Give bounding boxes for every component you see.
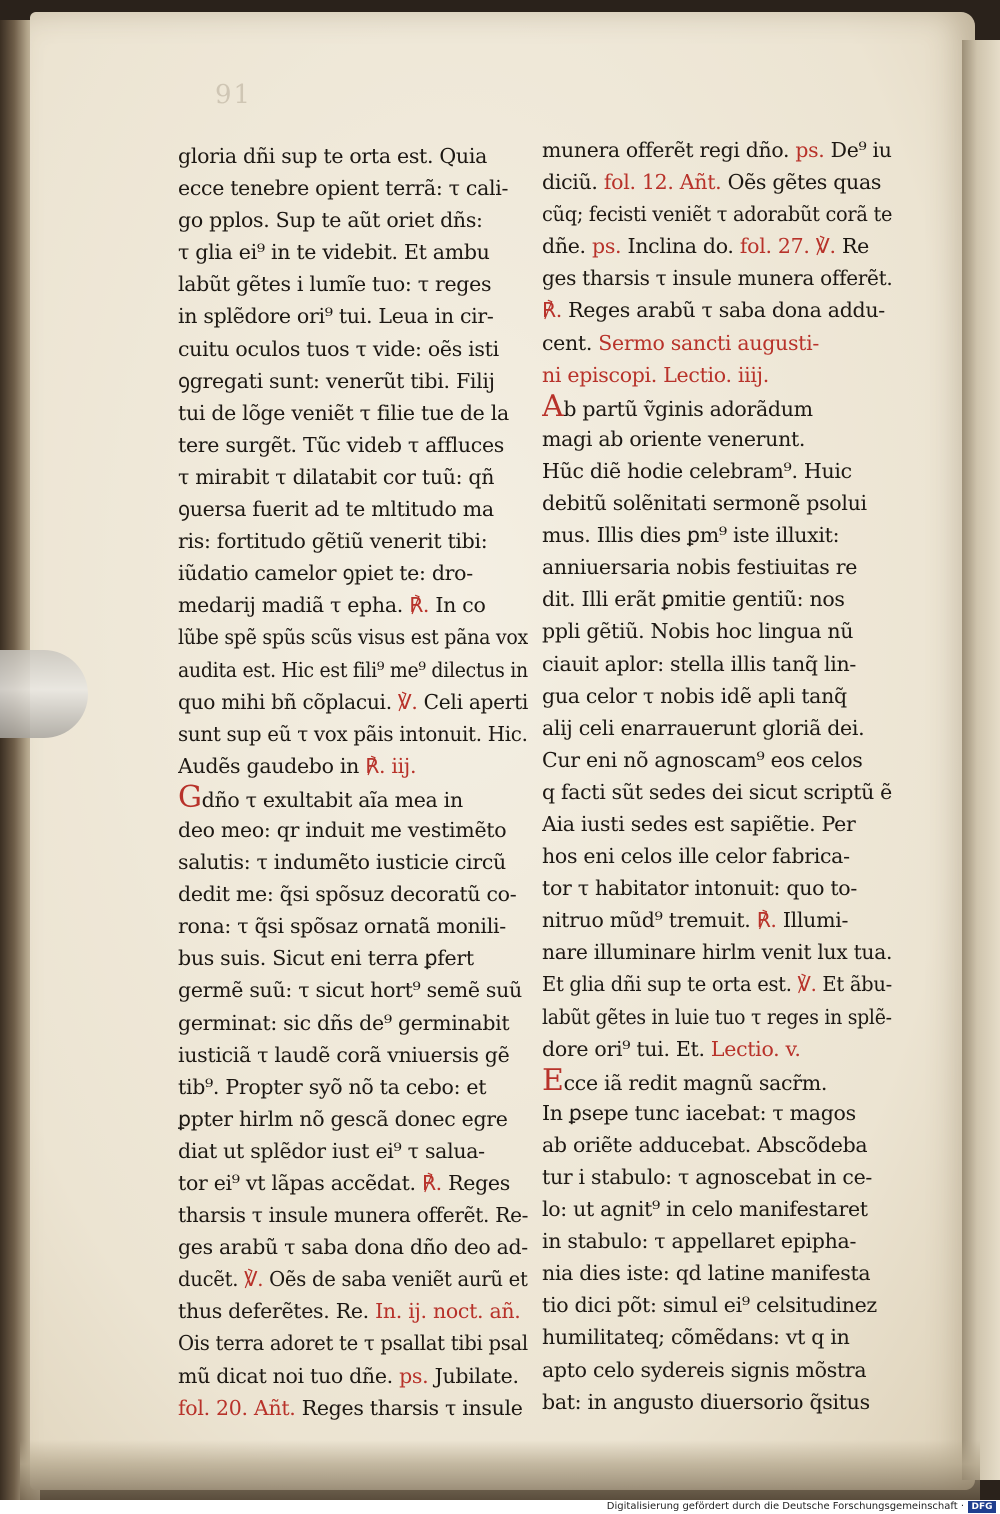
text-span: ris: fortitudo gẽtiũ venerit tibi: (178, 529, 488, 554)
text-span: magi ab oriente venerunt. (542, 426, 806, 451)
text-line (542, 776, 891, 808)
text-line (542, 294, 892, 326)
text-span: tur i stabulo: τ agnoscebat in ce- (542, 1165, 873, 1189)
funding-credit: Digitalisierung gefördert durch die Deutsche Forschungsgemeinschaft · (606, 1501, 964, 1512)
text-line (542, 1129, 892, 1161)
text-line (542, 198, 893, 230)
text-span: bus suis. Sicut eni terra ꝑfert (178, 946, 474, 971)
text-span: debitũ solẽnitati sermonẽ psolui (542, 491, 867, 516)
text-span: b partũ ṽginis adorãdum (563, 396, 813, 421)
text-line (542, 904, 892, 936)
text-line (178, 1039, 528, 1071)
text-span: Cur eni nõ agnoscam⁹ eos celos (542, 747, 863, 772)
text-line (178, 654, 528, 686)
text-line (178, 1231, 527, 1263)
text-line (542, 230, 892, 262)
text-line (542, 872, 892, 904)
text-span: lũbe spẽ spũs scũs visus est pãna vox (178, 625, 528, 650)
text-line (542, 359, 892, 391)
text-line (178, 1071, 528, 1103)
text-span: audita est. Hic est fili⁹ me⁹ dilectus in (178, 657, 528, 682)
text-span: cuitu oculos tuos τ vide: oẽs isti (178, 336, 499, 361)
text-span: Et ãbu- (816, 972, 892, 997)
text-span: apto celo sydereis signis mõstra (542, 1357, 867, 1382)
rubric-text: ℟. (756, 908, 777, 933)
text-span: τ glia ei⁹ in te videbit. Et ambu (178, 240, 490, 265)
text-span: Re (835, 234, 869, 259)
text-line (178, 686, 529, 718)
text-span: Illumi- (776, 908, 849, 933)
text-span: ꝯuersa fuerit ad te mltitudo ma (178, 497, 494, 522)
text-line (542, 680, 892, 712)
text-span: In ꝑsepe tunc iacebat: τ magos (542, 1100, 856, 1125)
text-span: Reges tharsis τ insule (295, 1395, 523, 1420)
rubric-text: ps. (399, 1363, 429, 1388)
text-line (178, 204, 528, 236)
rubric-text: ℣. (244, 1267, 264, 1292)
text-span: deo meo: qr induit me vestimẽto (178, 817, 507, 842)
text-span: Aia iusti sedes est sapiẽtie. Per (542, 811, 856, 836)
text-line (178, 493, 528, 525)
rubric-text: ℟. (409, 593, 430, 618)
text-span: ges arabũ τ saba dona dño deo ad- (178, 1235, 528, 1260)
text-span: Oẽs de saba veniẽt aurũ et (263, 1267, 528, 1292)
text-line (178, 750, 528, 782)
text-span: mũ dicat noi tuo dñe. (178, 1363, 400, 1388)
text-line (178, 1392, 528, 1424)
text-line (542, 1161, 892, 1193)
text-span: Oẽs gẽtes quas (721, 170, 882, 195)
text-span: anniuersaria nobis festiuitas re (542, 555, 858, 580)
dfg-logo: DFG (968, 1501, 996, 1513)
text-line (542, 936, 893, 968)
text-line (542, 134, 890, 166)
text-span: humilitateq; cõmẽdans: vt q in (542, 1325, 850, 1350)
text-span: dñe. (542, 234, 592, 259)
text-span: Jubilate. (428, 1363, 519, 1388)
text-line (542, 583, 892, 615)
text-span: diat ut splẽdor iust ei⁹ τ salua- (178, 1138, 485, 1163)
text-line (178, 1135, 528, 1167)
rubric-text: ℟. (421, 1171, 442, 1195)
text-span: ciauit aplor: stella illis tanq̃ lin- (542, 651, 856, 676)
text-span: Reges (441, 1171, 510, 1195)
text-span: in splẽdore ori⁹ tui. Leua in cir- (178, 304, 494, 329)
text-line (542, 712, 892, 744)
text-span: ꝯgregati sunt: venerũt tibi. Filij (178, 368, 495, 393)
text-span: tor ei⁹ vt lãpas accẽdat. (178, 1171, 422, 1195)
text-line (542, 1321, 892, 1353)
text-line (178, 589, 528, 621)
text-span: germẽ suũ: τ sicut hort⁹ semẽ suũ (178, 978, 522, 1003)
text-span: cent. (542, 330, 599, 355)
text-line (178, 1360, 528, 1392)
text-span: rona: τ q̃si spõsaz ornatã monili- (178, 914, 506, 939)
text-span: labũt gẽtes i lumĩe tuo: τ reges (178, 272, 492, 297)
text-line (178, 782, 528, 814)
rubric-text: ps. (592, 234, 622, 259)
text-span: sunt sup eũ τ vox pãis intonuit. Hic. (178, 721, 528, 746)
text-span: germinat: sic dñs de⁹ germinabit (178, 1010, 510, 1035)
text-span: Hũc diẽ hodie celebram⁹. Huic (542, 458, 852, 483)
text-span: hos eni celos ille celor fabrica- (542, 844, 850, 869)
text-line (178, 268, 528, 300)
rubric-text: fol. 20. Añt. (178, 1395, 296, 1420)
initial-letter: G (178, 781, 202, 814)
text-span: labũt gẽtes in luie tuo τ reges in splẽ- (542, 1004, 892, 1029)
text-line (178, 1007, 528, 1039)
text-line (178, 365, 528, 397)
text-line (178, 557, 528, 589)
page-clip (0, 650, 88, 738)
text-line (542, 391, 892, 423)
text-line (178, 397, 528, 429)
text-span: munera offerẽt regi dño. (542, 138, 796, 162)
rubric-text: ni episcopi. Lectio. iiij. (542, 362, 769, 387)
initial-letter: E (542, 1064, 564, 1097)
folio-number: 91 (215, 80, 253, 110)
text-line (178, 814, 528, 846)
text-line (178, 718, 528, 750)
text-line (542, 744, 892, 776)
text-line (542, 1065, 892, 1097)
text-line (178, 172, 528, 204)
text-line (178, 1199, 529, 1231)
text-line (178, 140, 528, 172)
text-line (542, 1354, 892, 1386)
text-span: tharsis τ insule munera offerẽt. Re- (178, 1203, 529, 1228)
text-line (542, 455, 892, 487)
text-line (178, 1295, 528, 1327)
text-span: diciũ. (542, 170, 604, 195)
text-line (542, 166, 892, 198)
text-line (542, 1001, 892, 1033)
text-span: medarij madiã τ epha. (178, 593, 410, 618)
text-line (542, 968, 892, 1000)
rubric-text: Lectio. v. (710, 1036, 801, 1061)
text-line (542, 423, 892, 455)
text-span: tib⁹. Propter syõ nõ ta cebo: et (178, 1074, 487, 1099)
text-span: gloria dñi sup te orta est. Quia (178, 144, 487, 168)
text-span: iusticiã τ laudẽ corã vniuersis gẽ (178, 1042, 510, 1067)
text-span: Reges arabũ τ saba dona addu- (561, 298, 885, 323)
text-line (542, 262, 893, 294)
text-span: thus deferẽtes. Re. (178, 1299, 376, 1324)
text-span: dore ori⁹ tui. Et. (542, 1036, 711, 1061)
text-span: Audẽs gaudebo in (178, 753, 366, 778)
text-line (178, 1327, 528, 1359)
text-line (178, 1263, 528, 1295)
rubric-text: ℣. (797, 972, 817, 997)
text-span: De⁹ iu (824, 138, 892, 162)
text-span: alij celi enarrauerunt gloriã dei. (542, 715, 865, 740)
text-span: Celi aperti (417, 689, 529, 714)
rubric-text: fol. 27. ℣. (739, 234, 836, 259)
rubric-text: ℣. (397, 689, 418, 714)
text-span: tio dici põt: simul ei⁹ celsitudinez (542, 1293, 877, 1318)
text-span: lo: ut agnit⁹ in celo manifestaret (542, 1197, 868, 1222)
text-line (178, 846, 528, 878)
text-span: In co (429, 593, 486, 618)
text-span: in stabulo: τ appellaret epipha- (542, 1229, 857, 1254)
facing-page-edge (962, 40, 1000, 1480)
text-line (178, 621, 528, 653)
text-line (542, 808, 892, 840)
text-span: iũdatio camelor ꝯpiet te: dro- (178, 561, 473, 586)
text-line (178, 878, 528, 910)
text-span: Et glia dñi sup te orta est. (542, 972, 798, 997)
text-span: tere surgẽt. Tũc videb τ affluces (178, 432, 505, 457)
text-span: cũq; fecisti veniẽt τ adorabũt corã te (542, 202, 893, 227)
text-span: nitruo mũd⁹ tremuit. (542, 908, 757, 933)
text-line (542, 615, 892, 647)
text-line (542, 327, 892, 359)
text-span: nare illuminare hirlm venit lux tua. (542, 940, 893, 965)
text-line (542, 1386, 892, 1418)
rubric-text: ps. (795, 138, 825, 162)
text-span: ecce tenebre opient terrã: τ cali- (178, 176, 509, 201)
text-line (178, 333, 528, 365)
text-span: quo mihi bñ cõplacui. (178, 689, 398, 714)
text-line (542, 840, 892, 872)
text-column-right (542, 134, 892, 1418)
rubric-text: fol. 12. Añt. (603, 170, 722, 195)
text-line (178, 942, 528, 974)
text-span: ges tharsis τ insule munera offerẽt. (542, 266, 893, 291)
text-span: bat: in angusto diuersorio q̃situs (542, 1389, 870, 1414)
text-span: gua celor τ nobis idẽ apli tanq̃ (542, 683, 847, 708)
text-line (542, 1193, 892, 1225)
text-line (542, 1289, 892, 1321)
text-line (178, 1167, 528, 1199)
text-line (178, 974, 528, 1006)
text-span: Ois terra adoret te τ psallat tibi psal (178, 1331, 528, 1356)
text-line (542, 519, 892, 551)
text-span: tor τ habitator intonuit: quo to- (542, 876, 857, 901)
text-span: dit. Illi erãt ꝑmitie gentiũ: nos (542, 587, 845, 612)
text-line (178, 910, 528, 942)
rubric-text: ℟. (542, 298, 562, 323)
text-line (178, 300, 528, 332)
text-line (542, 1225, 892, 1257)
text-span: nia dies iste: qd latine manifesta (542, 1261, 871, 1286)
text-span: dño τ exultabit aĩa mea in (201, 787, 463, 812)
text-line (178, 236, 528, 268)
footer-bar (0, 1500, 1000, 1514)
text-span: cce iã redit magnũ sacr̃m. (563, 1070, 828, 1095)
text-span: Inclina do. (621, 234, 740, 259)
text-span: dedit me: q̃si spõsuz decoratũ co- (178, 882, 517, 907)
rubric-text: Sermo sancti augusti- (598, 330, 819, 355)
text-line (178, 429, 528, 461)
text-span: salutis: τ indumẽto iusticie circũ (178, 850, 506, 875)
text-line (542, 1033, 892, 1065)
text-column-left (178, 140, 528, 1424)
text-span: τ mirabit τ dilatabit cor tuũ: qñ (178, 464, 495, 489)
text-span: ab oriẽte adducebat. Abscõdeba (542, 1132, 868, 1157)
text-span: mus. Illis dies ꝑm⁹ iste illuxit: (542, 523, 840, 548)
initial-letter: A (542, 390, 564, 423)
text-line (542, 648, 892, 680)
text-line (542, 487, 892, 519)
book-edge-bottom (20, 1440, 980, 1500)
text-line (542, 1097, 892, 1129)
text-line (178, 461, 528, 493)
text-span: tui de lõge veniẽt τ filie tue de la (178, 400, 509, 425)
rubric-text: In. ij. noct. añ. (375, 1299, 521, 1324)
text-span: ꝑpter hirlm nõ gescã donec egre (178, 1106, 508, 1131)
text-span: go pplos. Sup te aũt oriet dñs: (178, 208, 483, 233)
text-span: ppli gẽtiũ. Nobis hoc lingua nũ (542, 619, 854, 644)
text-line (178, 1103, 528, 1135)
rubric-text: ℟. iij. (365, 753, 417, 778)
text-line (542, 551, 892, 583)
text-span: ducẽt. (178, 1267, 245, 1292)
text-span: q facti sũt sedes dei sicut scriptũ ẽ (542, 779, 892, 804)
text-line (542, 1257, 892, 1289)
text-line (178, 525, 528, 557)
